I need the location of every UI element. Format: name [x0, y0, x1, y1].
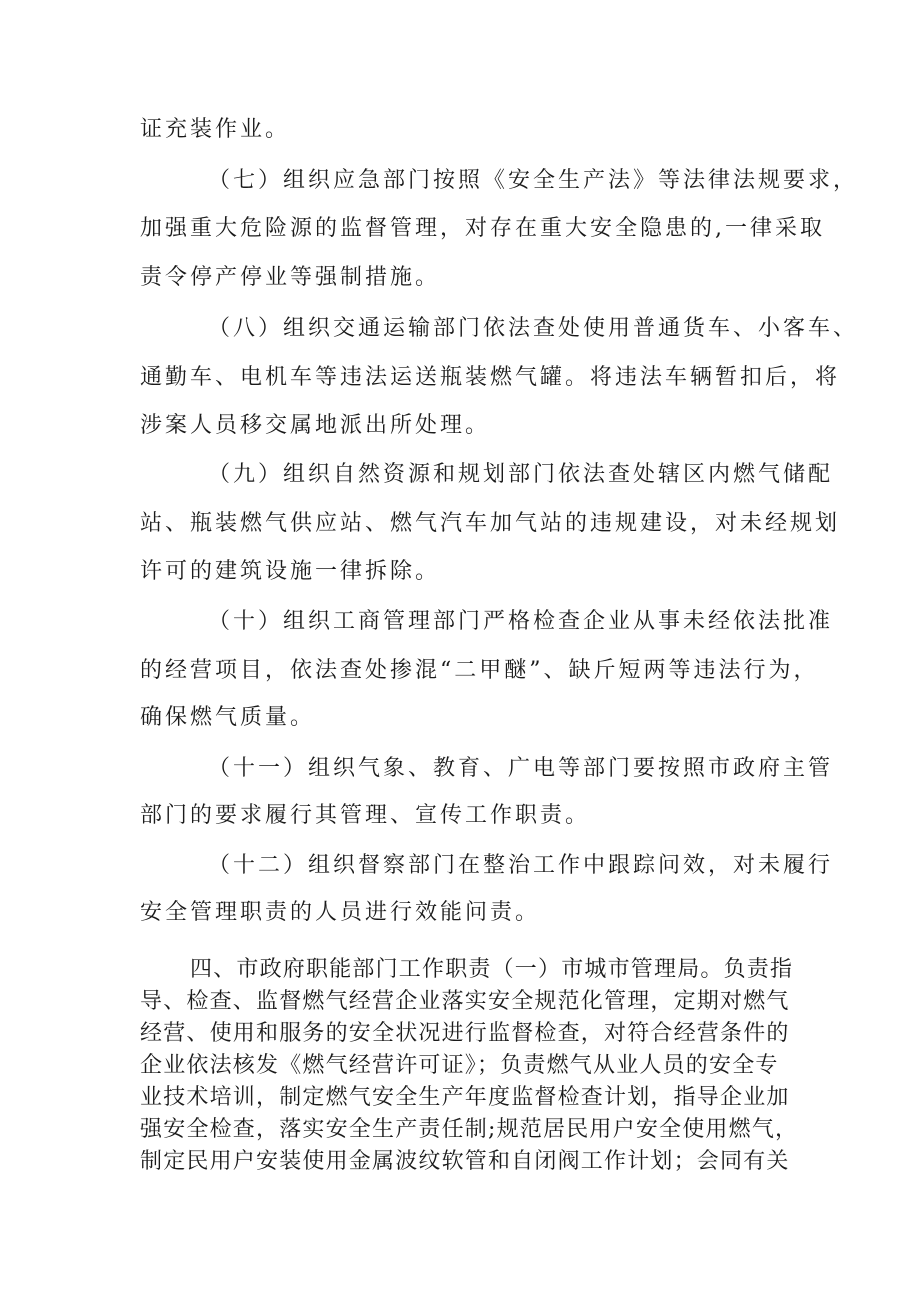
paragraph-line: 安全管理职责的人员进行效能问责。	[140, 900, 541, 925]
paragraph-line: （十一）组织气象、教育、广电等部门要按照市政府主管	[208, 756, 834, 781]
paragraph-line: 强安全检查，落实安全生产责任制;规范居民用户安全使用燃气，	[140, 1117, 799, 1142]
paragraph-line: 责令停产停业等强制措施。	[140, 265, 441, 290]
paragraph-line: （八）组织交通运输部门依法查处使用普通货车、小客车、	[208, 316, 859, 341]
paragraph-line: （十）组织工商管理部门严格检查企业从事未经依法批准	[208, 609, 834, 634]
paragraph-line: 证充装作业。	[140, 117, 291, 142]
paragraph-line: 通勤车、电机车等违法运送瓶装燃气罐。将违法车辆暂扣后，将	[140, 365, 841, 390]
paragraph-line: 业技术培训，制定燃气安全生产年度监督检查计划，指导企业加	[140, 1085, 790, 1110]
paragraph-line: 导、检查、监督燃气经营企业落实安全规范化管理，定期对燃气	[140, 989, 790, 1014]
paragraph-line: 经营、使用和服务的安全状况进行监督检查，对符合经营条件的	[140, 1021, 790, 1046]
paragraph-line: 站、瓶装燃气供应站、燃气汽车加气站的违规建设，对未经规划	[140, 511, 841, 536]
paragraph-line: 制定民用户安装使用金属波纹软管和自闭阀工作计划；会同有关	[140, 1149, 790, 1174]
paragraph-line: 四、市政府职能部门工作职责（一）市城市管理局。负责指	[190, 957, 794, 982]
paragraph-line: 部门的要求履行其管理、宣传工作职责。	[140, 803, 591, 828]
paragraph-line: 涉案人员移交属地派出所处理。	[140, 413, 491, 438]
paragraph-line: 许可的建筑设施一律拆除。	[140, 559, 441, 584]
paragraph-line: （九）组织自然资源和规划部门依法查处辖区内燃气储配	[208, 462, 834, 487]
paragraph-line: 确保燃气质量。	[140, 705, 316, 730]
paragraph-line: （十二）组织督察部门在整治工作中跟踪问效，对未履行	[208, 853, 834, 878]
paragraph-line: 加强重大危险源的监督管理，对存在重大安全隐患的,一律采取	[140, 216, 825, 241]
paragraph-line: 的经营项目，依法查处掺混“二甲醚”、缺斤短两等违法行为，	[140, 658, 819, 683]
paragraph-line: （七）组织应急部门按照《安全生产法》等法律法规要求，	[208, 168, 859, 193]
paragraph-line: 企业依法核发《燃气经营许可证》；负责燃气从业人员的安全专	[140, 1053, 779, 1078]
